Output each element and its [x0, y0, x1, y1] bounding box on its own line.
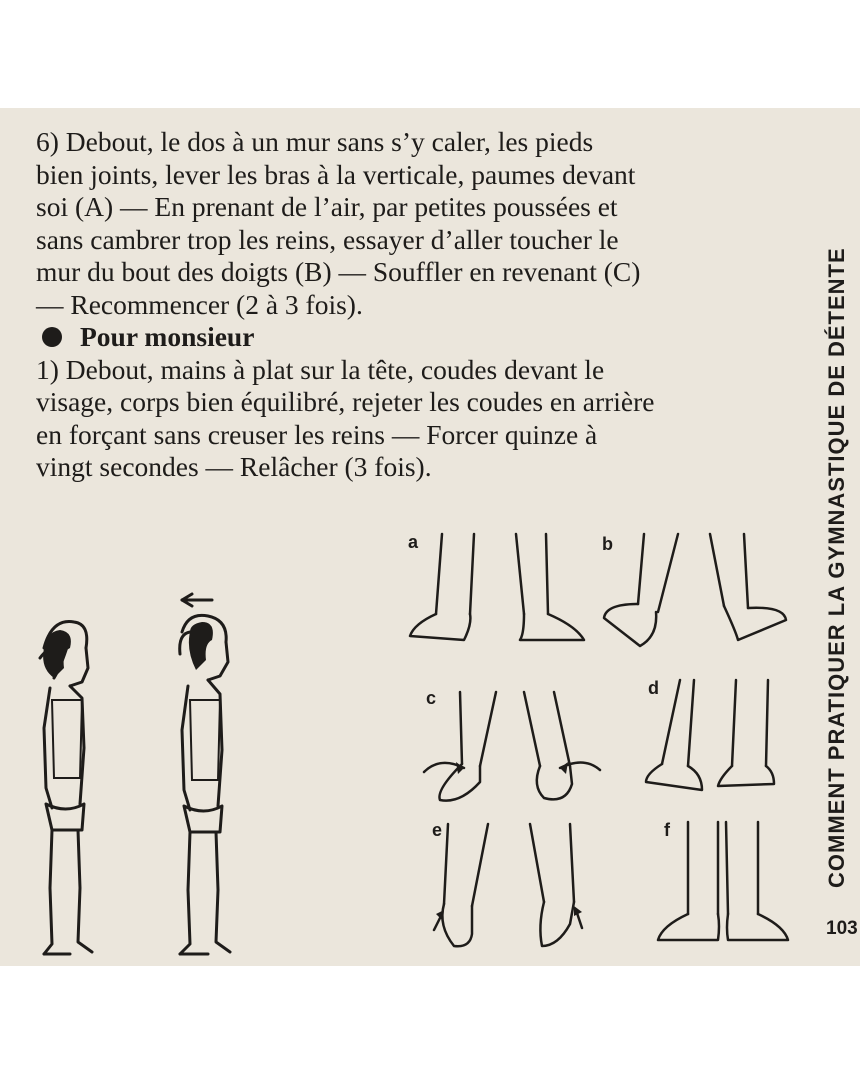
book-page: [0, 108, 860, 966]
exercise-1-line: 1) Debout, mains à plat sur la tête, coudes devant le: [36, 353, 605, 385]
feet-figure-f: [654, 818, 794, 958]
exercise-6-line: — Recommencer (2 à 3 fois).: [36, 288, 363, 320]
feet-figure-b: [598, 528, 798, 658]
feet-figure-a: [400, 528, 600, 658]
feet-label-a: a: [408, 532, 419, 552]
feet-label-d: d: [648, 678, 659, 698]
section-heading: [36, 321, 788, 354]
text-block: [36, 126, 788, 484]
exercise-6-line: soi (A) — En prenant de l’air, par petites poussées et: [36, 191, 618, 222]
man-illustration-icon: [168, 590, 248, 960]
feet-illustration-icon: [420, 686, 610, 816]
feet-label-b: b: [602, 534, 613, 554]
exercise-6-line: 6) Debout, le dos à un mur sans s’y caler, les pieds: [36, 126, 594, 157]
man-figure-elbows-back: [168, 590, 248, 960]
feet-label-e: e: [432, 820, 443, 840]
side-running-title: [816, 148, 860, 888]
exercise-1-line: vingt secondes — Relâcher (3 fois).: [36, 451, 432, 482]
exercise-6-line: mur du bout des doigts (B) — Souffler en revenant (C): [36, 256, 641, 287]
feet-illustration-icon: [598, 528, 798, 658]
feet-label-c: c: [426, 688, 437, 708]
exercise-1-line: visage, corps bien équilibré, rejeter les coudes en arrière: [36, 386, 655, 417]
exercise-6-line: bien joints, lever les bras à la verticale, paumes devant: [36, 158, 636, 190]
feet-figure-c: [420, 686, 610, 816]
feet-illustration-icon: [654, 818, 794, 958]
bullet-dot-icon: [42, 327, 62, 347]
man-illustration-icon: [30, 608, 110, 958]
page-number: 103: [826, 918, 858, 939]
side-title-text: COMMENT PRATIQUER LA GYMNASTIQUE DE DÉTENTE: [824, 247, 849, 888]
feet-illustration-icon: [640, 674, 790, 804]
section-heading-text: Pour monsieur: [80, 321, 255, 352]
feet-illustration-icon: [400, 528, 600, 658]
feet-label-f: f: [664, 820, 670, 840]
feet-illustration-icon: [424, 818, 604, 958]
exercise-6-line: sans cambrer trop les reins, essayer d’aller toucher le: [36, 223, 619, 255]
feet-figure-d: [640, 674, 790, 804]
feet-figure-e: [424, 818, 604, 958]
man-figure-front: [30, 608, 110, 958]
exercise-1-line: en forçant sans creuser les reins — Forcer quinze à: [36, 418, 598, 450]
